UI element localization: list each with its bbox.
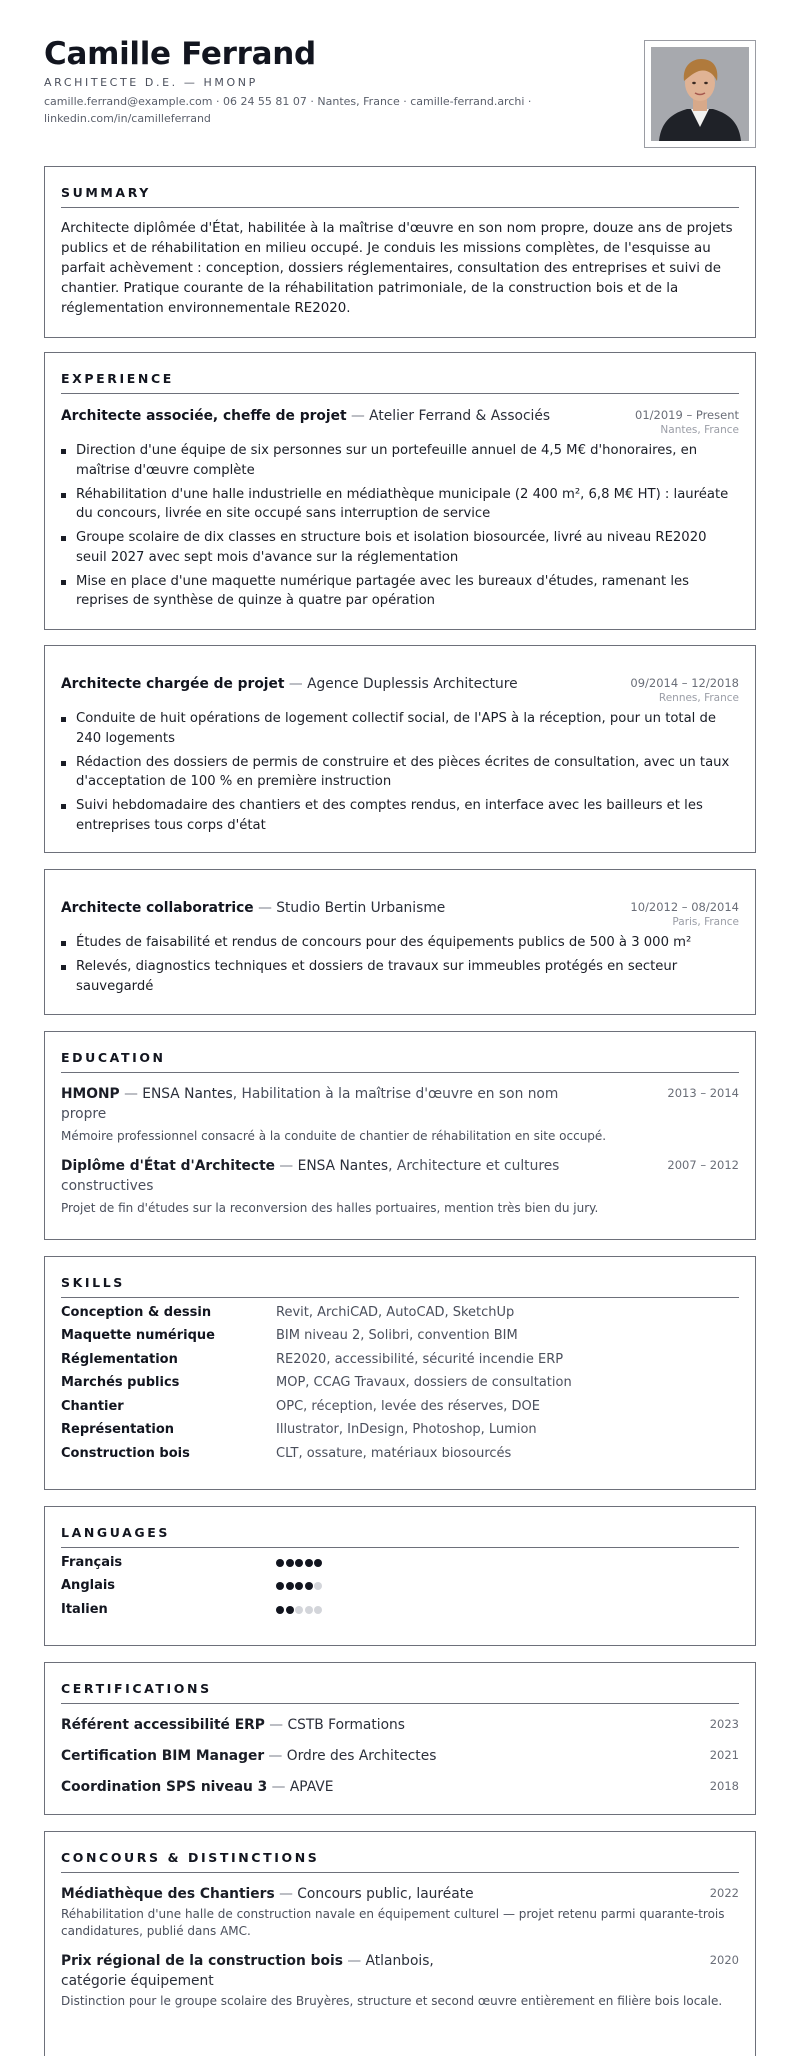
certification-name: Certification BIM Manager	[61, 1748, 265, 1764]
job-role: Architecte collaboratrice	[61, 900, 254, 916]
awards-section	[44, 1831, 756, 2056]
certification-name: Coordination SPS niveau 3	[61, 1779, 268, 1795]
education-dates: 2007 – 2012	[667, 1158, 739, 1172]
skill-list: CLT, ossature, matériaux biosourcés	[276, 1445, 512, 1461]
skill-category: Réglementation	[61, 1351, 178, 1367]
section-title: EDUCATION	[61, 1032, 739, 1073]
proficiency-dot-filled	[276, 1606, 284, 1614]
award-item	[61, 1884, 739, 1940]
proficiency-dot-filled	[286, 1559, 294, 1567]
list-item: Direction d'une équipe de six personnes sur un portefeuille annuel de 4,5 M€ d'honoraires, en maîtrise d'œuvre complète	[61, 441, 739, 480]
separator: —	[279, 1158, 294, 1174]
certification-issuer: CSTB Formations	[287, 1717, 405, 1733]
skill-list: OPC, réception, levée des réserves, DOE	[276, 1398, 540, 1414]
experience-section	[44, 352, 756, 630]
skill-category: Construction bois	[61, 1445, 190, 1461]
separator: —	[288, 676, 303, 692]
education-heading: HMONP — ENSA Nantes, Habilitation à la maîtrise d'œuvre en son nom propre	[61, 1086, 559, 1122]
list-item: Mise en place d'une maquette numérique partagée avec les bureaux d'études, ramenant les reprises de synthèse de quinze à quatre par opération	[61, 572, 739, 611]
school: ENSA Nantes	[142, 1086, 233, 1102]
skill-category: Marchés publics	[61, 1375, 180, 1390]
candidate-subtitle: ARCHITECTE D.E. — HMONP	[44, 76, 258, 89]
skill-category: Chantier	[61, 1398, 124, 1414]
award-organizer: Concours public, lauréate	[297, 1886, 474, 1902]
education-item	[61, 1084, 739, 1145]
separator: —	[268, 1748, 283, 1764]
education-heading: Diplôme d'État d'Architecte — ENSA Nantes, Architecture et cultures constructives	[61, 1158, 560, 1194]
proficiency-dot-empty	[295, 1606, 303, 1614]
award-heading	[61, 1884, 701, 1904]
language-row	[61, 1577, 739, 1595]
proficiency-dot-filled	[314, 1559, 322, 1567]
proficiency-dot-empty	[314, 1606, 322, 1614]
list-item: Rédaction des dossiers de permis de construire et des pièces écrites de consultation, avec un taux d'acceptation de 100 % en première instruction	[61, 753, 739, 792]
award-description: Distinction pour le groupe scolaire des Bruyères, structure et second œuvre entièrement en filière bois locale.	[61, 1994, 723, 2008]
job-header	[61, 898, 739, 928]
contact-line: linkedin.com/in/camilleferrand	[44, 112, 211, 125]
section-title: SUMMARY	[61, 167, 739, 208]
separator: —	[347, 1953, 362, 1969]
proficiency-dots	[276, 1582, 322, 1590]
certifications-section	[44, 1662, 756, 1815]
award-name: Prix régional de la construction bois	[61, 1953, 343, 1969]
skill-category: Maquette numérique	[61, 1328, 215, 1343]
education-item	[61, 1156, 739, 1217]
certification-year: 2021	[709, 1748, 739, 1762]
award-year: 2022	[709, 1886, 739, 1900]
skill-list: RE2020, accessibilité, sécurité incendie ERP	[276, 1351, 564, 1367]
section-title: CONCOURS & DISTINCTIONS	[61, 1832, 739, 1873]
languages-section	[44, 1506, 756, 1646]
school: ENSA Nantes	[297, 1158, 389, 1174]
certification-issuer: Ordre des Architectes	[286, 1748, 437, 1764]
section-title: CERTIFICATIONS	[61, 1663, 739, 1704]
language-row	[61, 1554, 739, 1572]
award-description: Réhabilitation d'une halle de construction navale en équipement culturel — projet retenu parmi quarante-trois candidatures, publié dans AMC.	[61, 1907, 725, 1938]
certification-row	[61, 1777, 739, 1797]
certification-year: 2018	[709, 1779, 739, 1793]
skill-row	[61, 1374, 739, 1392]
portrait-photo-frame	[644, 40, 756, 148]
award-item	[61, 1951, 739, 2010]
list-item: Études de faisabilité et rendus de concours pour des équipements publics de 500 à 3 000 m²	[61, 933, 739, 953]
award-name: Médiathèque des Chantiers	[61, 1886, 275, 1902]
candidate-name: Camille Ferrand	[44, 36, 316, 72]
proficiency-dots	[276, 1559, 322, 1567]
separator: —	[279, 1886, 293, 1902]
language-name: Italien	[61, 1601, 108, 1617]
job-location: Rennes, France	[658, 692, 739, 704]
section-title: EXPERIENCE	[61, 353, 739, 394]
job-dates: 09/2014 – 12/2018	[630, 676, 739, 690]
list-item: Relevés, diagnostics techniques et dossiers de travaux sur immeubles protégés en secteur sauvegardé	[61, 957, 739, 996]
skill-category: Représentation	[61, 1422, 175, 1437]
resume-header	[44, 36, 756, 152]
proficiency-dot-empty	[305, 1606, 313, 1614]
list-item: Suivi hebdomadaire des chantiers et des comptes rendus, en interface avec les bailleurs et les entreprises tous corps d'état	[61, 796, 739, 835]
job-bullets	[61, 933, 739, 996]
education-section	[44, 1031, 756, 1240]
skill-row	[61, 1304, 739, 1322]
certification-row	[61, 1715, 739, 1735]
education-description: Projet de fin d'études sur la reconversion des halles portuaires, mention très bien du jury.	[61, 1201, 599, 1215]
proficiency-dot-filled	[295, 1559, 303, 1567]
skills-section	[44, 1256, 756, 1490]
experience-card	[44, 869, 756, 1015]
job-location: Nantes, France	[660, 424, 739, 436]
field-of-study: Habilitation à la maîtrise d'œuvre en son nom propre	[61, 1086, 559, 1122]
separator: —	[124, 1086, 138, 1102]
award-organizer: Atlanbois, catégorie équipement	[61, 1953, 434, 1989]
job-organization: Atelier Ferrand & Associés	[369, 408, 551, 424]
certification-year: 2023	[709, 1717, 739, 1731]
job-dates: 01/2019 – Present	[635, 408, 739, 422]
proficiency-dot-filled	[295, 1582, 303, 1590]
job-dates: 10/2012 – 08/2014	[630, 900, 739, 914]
degree: HMONP	[61, 1086, 120, 1102]
skill-row	[61, 1327, 739, 1345]
skill-list: Revit, ArchiCAD, AutoCAD, SketchUp	[276, 1304, 515, 1320]
award-heading	[61, 1951, 501, 1991]
degree: Diplôme d'État d'Architecte	[61, 1158, 276, 1174]
portrait-photo	[651, 47, 749, 141]
skill-list: MOP, CCAG Travaux, dossiers de consultation	[276, 1375, 572, 1390]
experience-card	[44, 645, 756, 853]
summary-text: Architecte diplômée d'État, habilitée à la maîtrise d'œuvre en son nom propre, douze ans de projets publics et de réhabilitation en milieu occupé. Je conduis les missions complètes, de l'esquisse au parfait achèvement : conception, dossiers réglementaires, consultation des entreprises et suivi de chantier. Pratique courante de la réhabilitation patrimoniale, de la construction bois et de la réglementation environnementale RE2020.	[61, 221, 733, 316]
proficiency-dot-filled	[276, 1582, 284, 1590]
award-year: 2020	[709, 1953, 739, 1967]
skill-list: Illustrator, InDesign, Photoshop, Lumion	[276, 1422, 537, 1437]
proficiency-dot-empty	[314, 1582, 322, 1590]
proficiency-dots	[276, 1606, 322, 1614]
summary-section	[44, 166, 756, 338]
field-of-study: Architecture et cultures constructives	[61, 1158, 560, 1194]
proficiency-dot-filled	[305, 1582, 313, 1590]
skill-row	[61, 1421, 739, 1439]
job-header	[61, 406, 739, 436]
job-organization: Agence Duplessis Architecture	[307, 676, 518, 692]
skill-row	[61, 1445, 739, 1463]
job-bullets	[61, 709, 739, 835]
skill-row	[61, 1351, 739, 1369]
job-organization: Studio Bertin Urbanisme	[276, 900, 446, 916]
language-name: Français	[61, 1554, 123, 1570]
job-bullets	[61, 441, 739, 611]
separator: —	[269, 1717, 284, 1733]
job-role: Architecte chargée de projet	[61, 676, 285, 692]
section-title: LANGUAGES	[61, 1507, 739, 1548]
education-description: Mémoire professionnel consacré à la conduite de chantier de réhabilitation en site occupé.	[61, 1129, 607, 1143]
language-row	[61, 1601, 739, 1619]
separator: —	[271, 1779, 286, 1795]
education-dates: 2013 – 2014	[667, 1086, 739, 1100]
language-name: Anglais	[61, 1578, 116, 1593]
list-item: Conduite de huit opérations de logement collectif social, de l'APS à la réception, pour un total de 240 logements	[61, 709, 739, 748]
job-header	[61, 674, 739, 704]
skill-category: Conception & dessin	[61, 1304, 212, 1320]
separator: —	[258, 900, 272, 916]
list-item: Réhabilitation d'une halle industrielle en médiathèque municipale (2 400 m², 6,8 M€ HT) : lauréate du concours, livrée en site occupé sans interruption de service	[61, 485, 739, 524]
certification-name: Référent accessibilité ERP	[61, 1717, 265, 1733]
contact-info	[44, 93, 544, 127]
separator: —	[350, 408, 365, 424]
contact-line: camille.ferrand@example.com · 06 24 55 81 07 · Nantes, France · camille-ferrand.archi ·	[44, 95, 532, 108]
job-location: Paris, France	[672, 916, 739, 928]
job-role: Architecte associée, cheffe de projet	[61, 408, 347, 424]
list-item: Groupe scolaire de dix classes en structure bois et isolation biosourcée, livré au niveau RE2020 seuil 2027 avec sept mois d'avance sur la réglementation	[61, 528, 739, 567]
skill-row	[61, 1398, 739, 1416]
section-title: SKILLS	[61, 1257, 739, 1298]
certification-row	[61, 1746, 739, 1766]
proficiency-dot-filled	[305, 1559, 313, 1567]
skill-list: BIM niveau 2, Solibri, convention BIM	[276, 1328, 518, 1343]
certification-issuer: APAVE	[289, 1779, 334, 1795]
proficiency-dot-filled	[286, 1582, 294, 1590]
proficiency-dot-filled	[276, 1559, 284, 1567]
proficiency-dot-filled	[286, 1606, 294, 1614]
portrait-illustration-icon	[651, 47, 749, 141]
